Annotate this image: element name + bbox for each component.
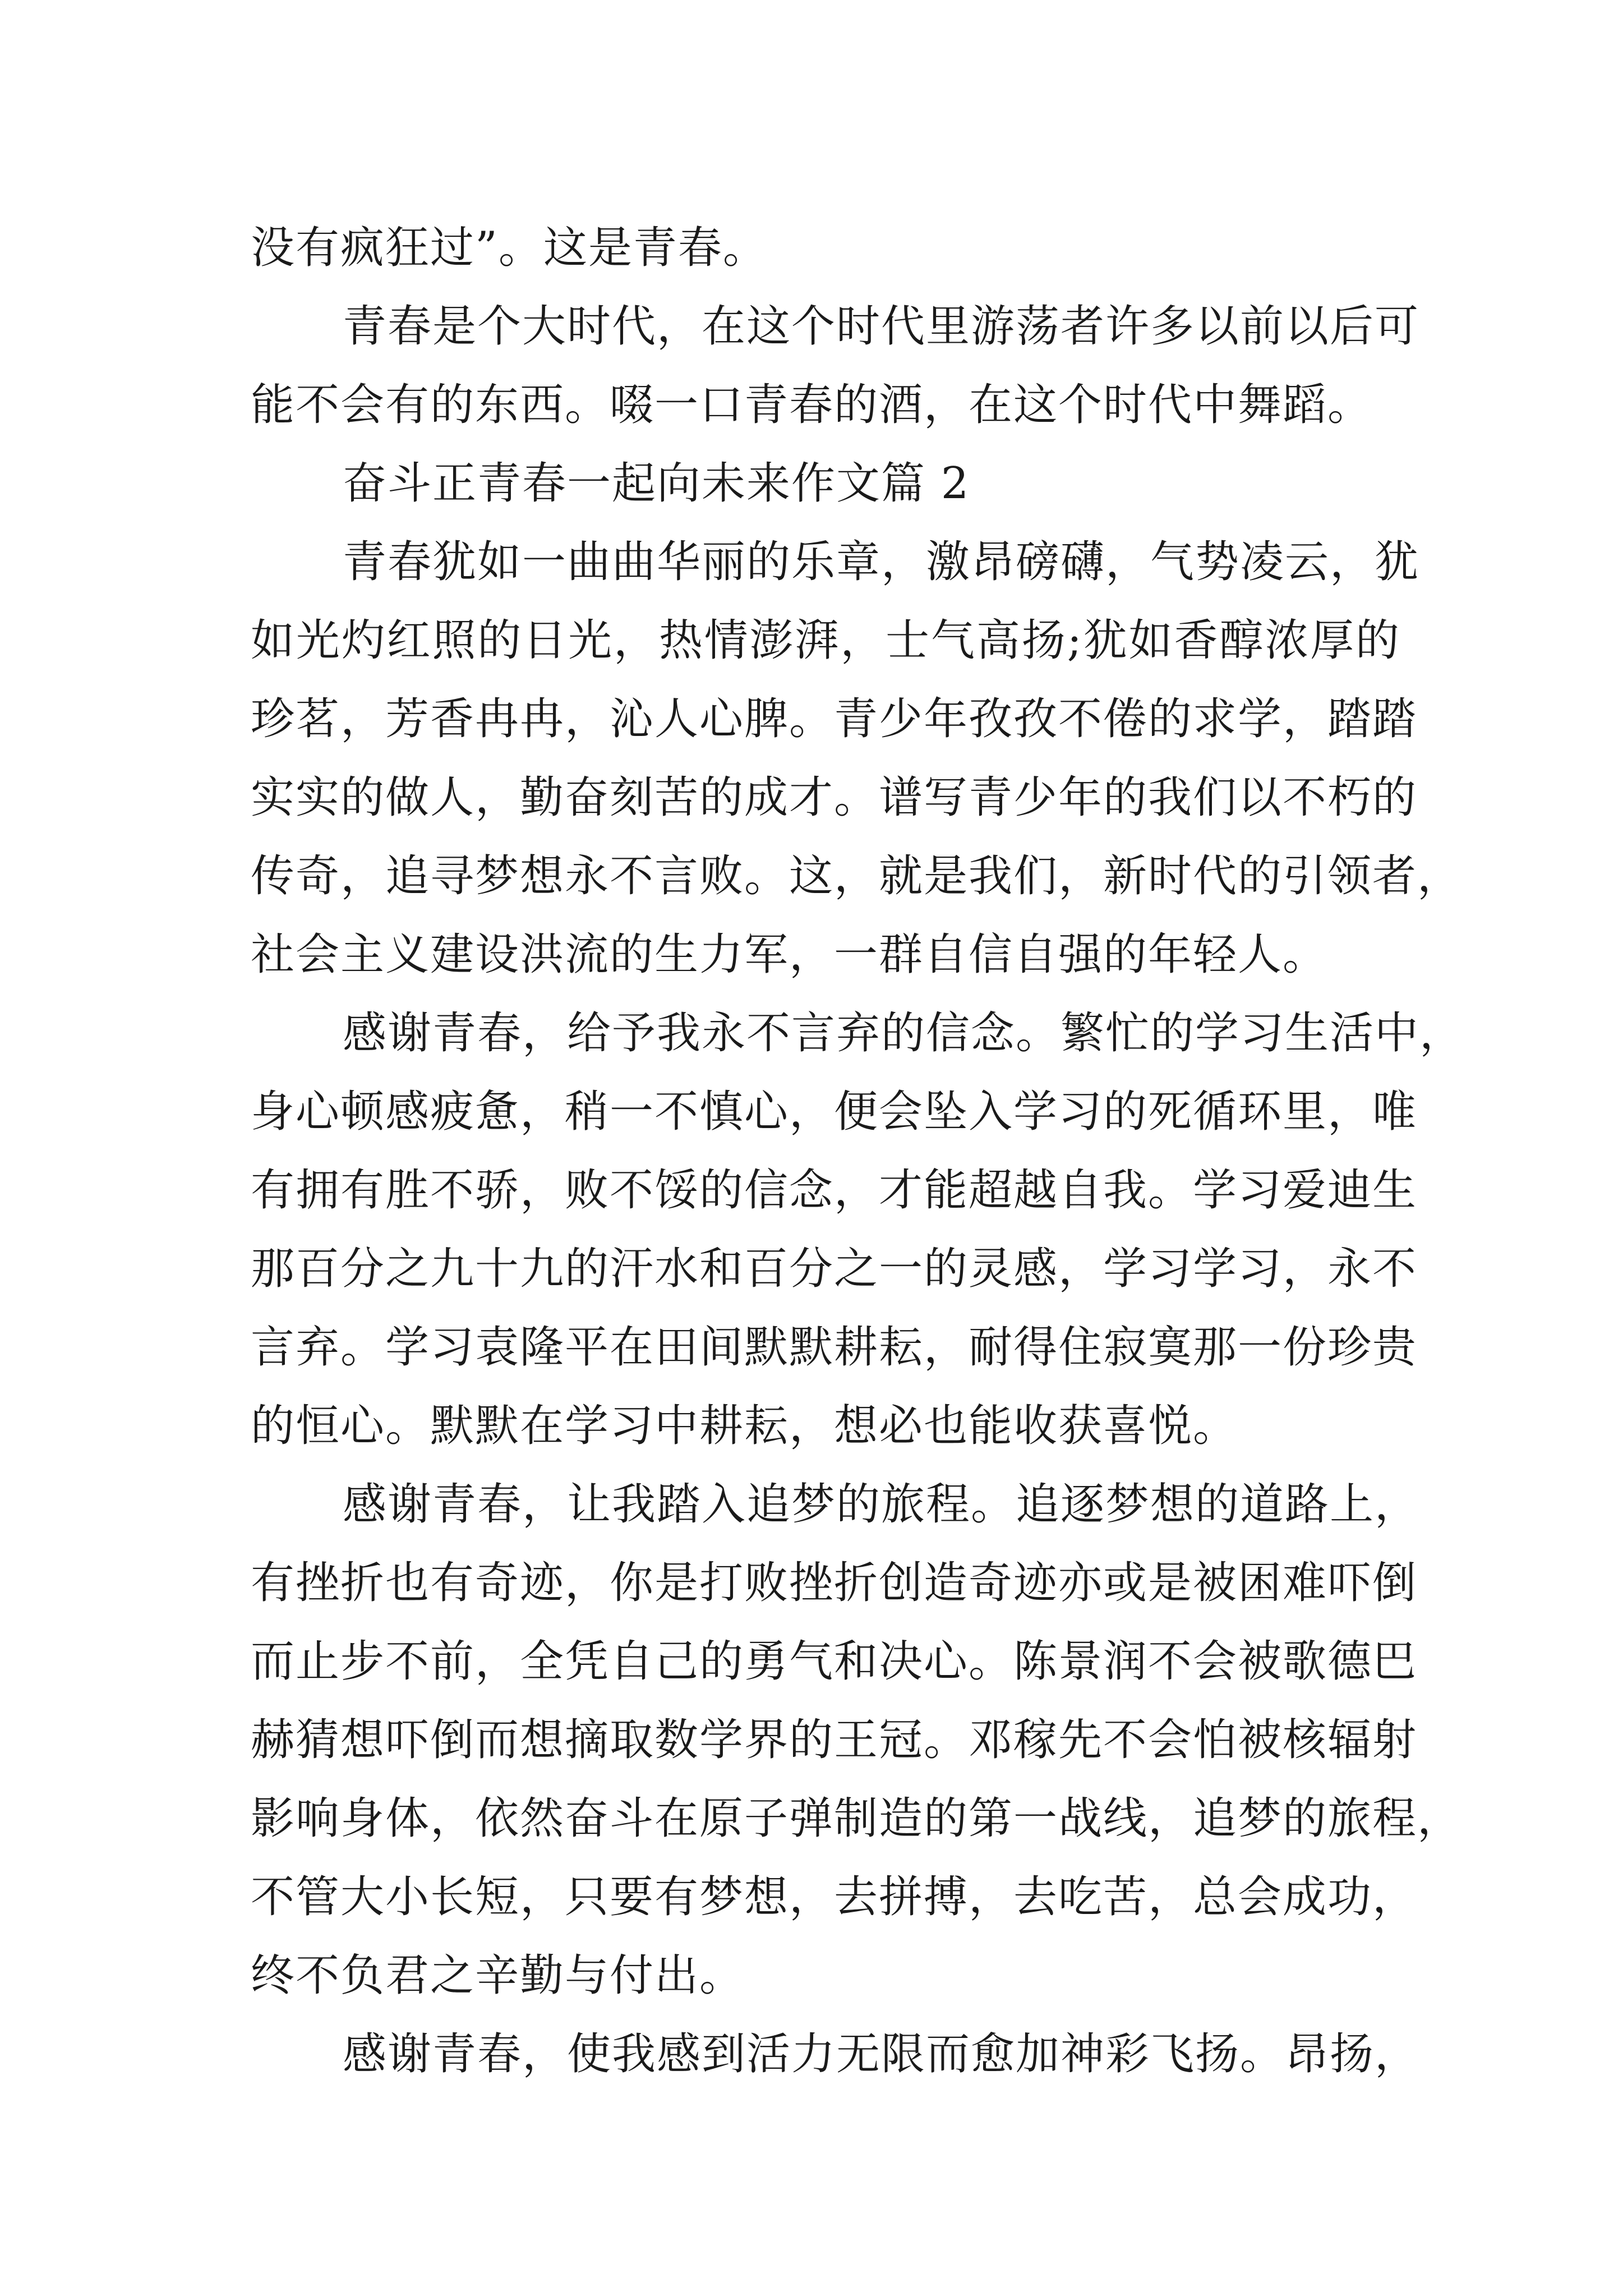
text-line: 如光灼红照的日光，热情澎湃，士气高扬;犹如香醇浓厚的 [251,615,1400,666]
text-line: 传奇，追寻梦想永不言败。这，就是我们，新时代的引领者， [251,851,1463,901]
text-line: 而止步不前，全凭自己的勇气和决心。陈景润不会被歌德巴 [251,1636,1418,1687]
text-line: 实实的做人，勤奋刻苦的成才。谱写青少年的我们以不朽的 [251,772,1418,823]
text-line: 感谢青春，让我踏入追梦的旅程。追逐梦想的道路上， [343,1479,1420,1530]
text-line: 没有疯狂过”。这是青春。 [251,223,768,273]
text-line: 赫猜想吓倒而想摘取数学界的王冠。邓稼先不会怕被核辐射 [251,1715,1418,1765]
section-heading: 奋斗正青春一起向未来作文篇 2 [343,458,970,509]
text-line: 身心顿感疲惫，稍一不慎心，便会坠入学习的死循环里，唯 [251,1087,1418,1137]
text-line: 青春是个大时代，在这个时代里游荡者许多以前以后可 [343,301,1420,352]
text-line: 那百分之九十九的汗水和百分之一的灵感，学习学习，永不 [251,1244,1418,1294]
text-line: 有挫折也有奇迹，你是打败挫折创造奇迹亦或是被困难吓倒 [251,1558,1418,1608]
text-line: 不管大小长短，只要有梦想，去拼搏，去吃苦，总会成功， [251,1872,1418,1922]
text-line: 的恒心。默默在学习中耕耘，想必也能收获喜悦。 [251,1401,1238,1451]
text-line: 感谢青春，给予我永不言弃的信念。繁忙的学习生活中， [343,1008,1465,1059]
text-line: 感谢青春，使我感到活力无限而愈加神彩飞扬。昂扬， [343,2029,1420,2079]
text-line: 能不会有的东西。啜一口青春的酒，在这个时代中舞蹈。 [251,380,1373,430]
text-line: 影响身体，依然奋斗在原子弹制造的第一战线，追梦的旅程， [251,1793,1463,1844]
text-line: 言弃。学习袁隆平在田间默默耕耘，耐得住寂寞那一份珍贵 [251,1322,1418,1373]
text-line: 珍茗，芳香冉冉，沁人心脾。青少年孜孜不倦的求学，踏踏 [251,694,1418,744]
text-line: 有拥有胜不骄，败不馁的信念，才能超越自我。学习爱迪生 [251,1165,1418,1216]
text-line: 青春犹如一曲曲华丽的乐章，激昂磅礴，气势凌云，犹 [343,537,1420,587]
text-line: 终不负君之辛勤与付出。 [251,1950,745,2001]
document-body [251,209,1465,2093]
text-line: 社会主义建设洪流的生力军，一群自信自强的年轻人。 [251,930,1328,980]
